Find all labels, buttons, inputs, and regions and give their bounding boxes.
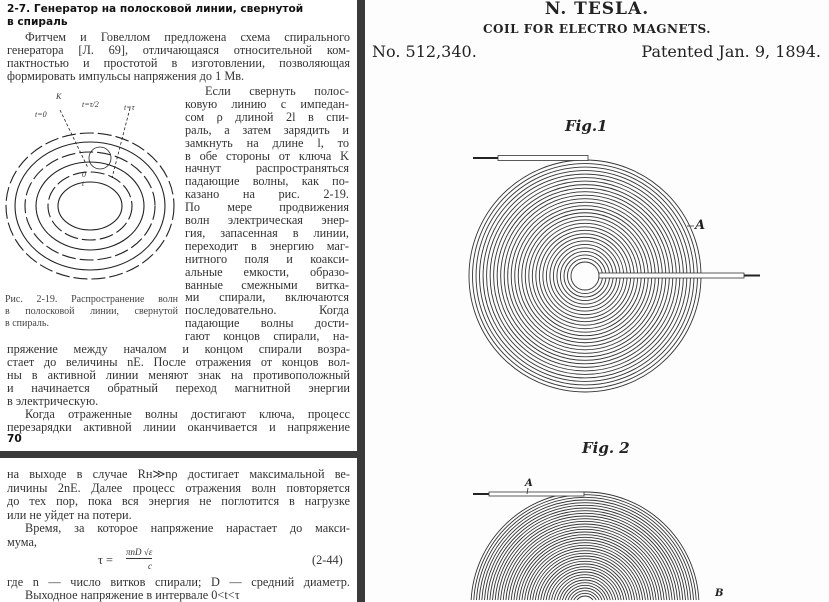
text-line: Если свернуть полос- (205, 85, 349, 98)
spiral-turn (25, 152, 155, 260)
text-line: переходит в энергию маг- (185, 239, 349, 253)
text-line: в электрическую. (7, 394, 99, 408)
text-line: стает до величины nE. После отражения от концов вол- (7, 356, 350, 369)
patent-number: No. 512,340. (372, 42, 477, 61)
book-page-71 (0, 458, 357, 602)
fig1-label-a: A (695, 218, 706, 233)
text-line: ванные смежными витка- (185, 278, 349, 292)
fig-label-ttau: t=τ (124, 103, 135, 112)
section-heading-line-2: в спираль (7, 16, 68, 28)
text-line: последовательно. Когда (185, 304, 349, 318)
text-line: перезарядки активной линии оканчивается и напряжение (7, 421, 350, 434)
text-line: Фитчем и Говеллом предложена схема спирального (25, 31, 350, 44)
fig2-coil-turn (530, 551, 640, 600)
spiral-wave-figure (0, 88, 180, 298)
text-line: и начинается обратный переход магнитной энергии (7, 382, 350, 395)
text-line: волн электрическая энер- (185, 214, 349, 227)
text-line: личины 2nE. Далее процесс отражения волн повторяется (7, 481, 350, 495)
text-line: гия, запасенная в линии, (185, 226, 349, 240)
patent-date: Patented Jan. 9, 1894. (641, 42, 821, 61)
text-line: в обе стороны от ключа K (185, 149, 349, 163)
equation-number: (2-44) (312, 553, 343, 567)
text-line: падающие волны дости- (185, 317, 349, 331)
text-line: замкнуть на длине l, то (185, 136, 349, 150)
fig-label-t: t (82, 179, 85, 188)
text-line: пряжение между началом и концом спирали возра- (7, 343, 350, 356)
text-line: где n — число витков спирали; D — средний диаметр. (7, 576, 350, 589)
formula-denominator: c (148, 561, 152, 571)
text-line: ковую линию с импедан- (185, 97, 349, 111)
text-line: гают концов спирали, на- (185, 330, 349, 344)
fig2-label-a: A (525, 478, 533, 489)
fig1-coil-turn (571, 262, 599, 290)
book-page-70 (0, 0, 357, 451)
spiral-turn (15, 142, 165, 270)
text-line: до тех пор, пока вся энергия не поглотится в нагрузке (7, 495, 350, 508)
text-line: или не уйдет на потери. (7, 507, 132, 522)
text-line: Выходное напряжение в интервале 0<t<τ (25, 588, 240, 602)
fig-label-t0: t=0 (35, 110, 47, 119)
patent-drawing-page (365, 0, 829, 602)
spiral-turn (58, 182, 122, 230)
text-line: сом ρ длиной 2l в спи- (185, 110, 349, 124)
figure-caption-line: в спираль. (5, 318, 49, 329)
text-line: ми спирали, включаются (185, 291, 349, 305)
fig-label-thalf: t=τ/2 (82, 100, 99, 109)
spiral-turn (6, 133, 174, 279)
text-line: Время, за которое напряжение нарастает до макси- (25, 522, 350, 535)
fig2-lead-tube (489, 492, 584, 496)
key-circle (89, 147, 111, 169)
text-line: ны в активной линии меняют знак на противоположный (7, 369, 350, 382)
page-number: 70 (7, 433, 22, 445)
wavefront-line (112, 108, 130, 178)
fig2-label-b: B (715, 588, 724, 599)
patent-title: COIL FOR ELECTRO MAGNETS. (483, 22, 711, 36)
wavefront-line (60, 110, 88, 168)
figure-caption-line: в полосковой линии, свернутой (5, 306, 178, 317)
fig2-coil-turn (574, 593, 596, 600)
text-line: падающие волны, как по- (185, 175, 349, 189)
text-line: нитного поля и коакси- (185, 252, 349, 266)
fig2-coil-turn (549, 569, 621, 600)
fig-label-k: K (56, 92, 62, 101)
fig1-lead-tube (498, 156, 588, 161)
text-line: По мере продвижения (185, 201, 349, 215)
fig1-title: Fig.1 (565, 117, 608, 135)
fig2-title: Fig. 2 (582, 439, 630, 457)
fig2-coil-turn (503, 524, 667, 600)
fig-label-zero: 0 (82, 170, 86, 179)
text-line: мума, (7, 534, 37, 549)
text-line: пактностью и простотой в изготовлении, позволяющая (7, 57, 350, 70)
fig2-coil-turn (577, 596, 593, 600)
formula-lhs: τ = (98, 553, 113, 567)
spiral-turn (36, 162, 144, 250)
section-heading-line-1: 2-7. Генератор на полосковой линии, свернутой (7, 3, 304, 15)
coil-drawings (365, 0, 829, 602)
text-line: генератора [Л. 69], отличающаяся относительной ком- (7, 44, 350, 57)
fig2-coil-turn (522, 543, 648, 600)
text-line: формировать импульсы напряжения до 1 Мв. (7, 69, 245, 83)
text-line: на выходе в случае Rн≫nρ достигает максимальной ве- (7, 468, 350, 481)
figure-caption-line: Рис. 2-19. Распространение волн (5, 294, 178, 305)
fig1-lead-tube (599, 273, 744, 278)
text-line: Когда отраженные волны достигают ключа, процесс (25, 408, 350, 421)
text-line: раль, а затем зарядить и (185, 123, 349, 137)
fig2-coil-turn (568, 588, 602, 600)
text-line: казано на рис. 2-19. (185, 188, 349, 202)
patent-inventor: N. TESLA. (544, 0, 650, 19)
formula-numerator: πnD √ε (126, 547, 153, 557)
text-line: начнут распространяться (185, 162, 349, 176)
fig1-coil-turn (567, 258, 602, 293)
text-line: альные емкости, образо- (185, 265, 349, 279)
